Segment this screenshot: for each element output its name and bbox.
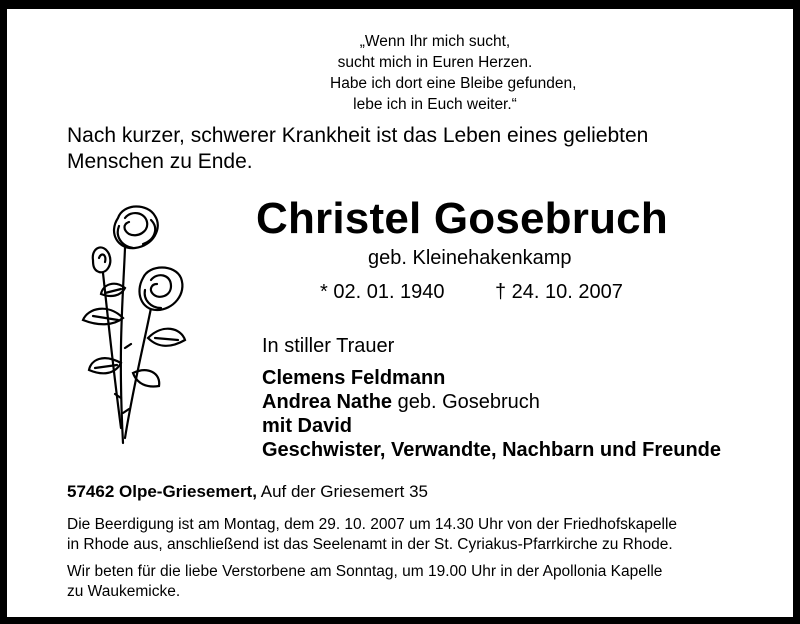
birth-name: geb. Kleinehakenkamp <box>368 247 572 269</box>
mourner-name: Andrea Nathe <box>262 391 393 413</box>
address-city: 57462 Olpe-Griesemert, <box>67 482 257 501</box>
address <box>67 482 428 502</box>
intro-line: Nach kurzer, schwerer Krankheit ist das Leben eines geliebten <box>67 124 649 147</box>
quote-line: „Wenn Ihr mich sucht, <box>359 33 511 50</box>
mourner-line: Clemens Feldmann <box>262 367 446 389</box>
prayer-line: zu Waukemicke. <box>67 583 181 600</box>
mourning-heading: In stiller Trauer <box>262 335 395 357</box>
prayer-line: Wir beten für die liebe Verstorbene am Sonntag, um 19.00 Uhr in der Apollonia Kapelle <box>67 563 663 580</box>
intro-line: Menschen zu Ende. <box>67 150 253 173</box>
mourner-line: mit David <box>262 415 353 437</box>
mourner-line <box>262 391 540 414</box>
quote-line: lebe ich in Euch weiter.“ <box>353 96 517 113</box>
mourner-birthname: geb. Gosebruch <box>392 391 540 413</box>
deceased-name: Christel Gosebruch <box>256 194 668 243</box>
funeral-line: Die Beerdigung ist am Montag, dem 29. 10. 2007 um 14.30 Uhr von der Friedhofskapelle <box>67 516 678 533</box>
death-date: † 24. 10. 2007 <box>495 281 623 303</box>
prayer-notice <box>67 562 662 602</box>
address-street: Auf der Griesemert 35 <box>256 482 428 501</box>
birth-date: * 02. 01. 1940 <box>320 281 445 303</box>
funeral-notice <box>67 515 677 555</box>
funeral-line: in Rhode aus, anschließend ist das Seelenamt in der St. Cyriakus-Pfarrkirche zu Rhode. <box>67 536 673 553</box>
quote-line: sucht mich in Euren Herzen. <box>337 54 533 71</box>
quote-line: Habe ich dort eine Bleibe gefunden, <box>330 75 577 92</box>
rose-illustration <box>63 198 223 458</box>
mourner-line: Geschwister, Verwandte, Nachbarn und Freunde <box>262 439 722 461</box>
intro-text <box>67 123 648 175</box>
memorial-quote <box>330 31 577 115</box>
